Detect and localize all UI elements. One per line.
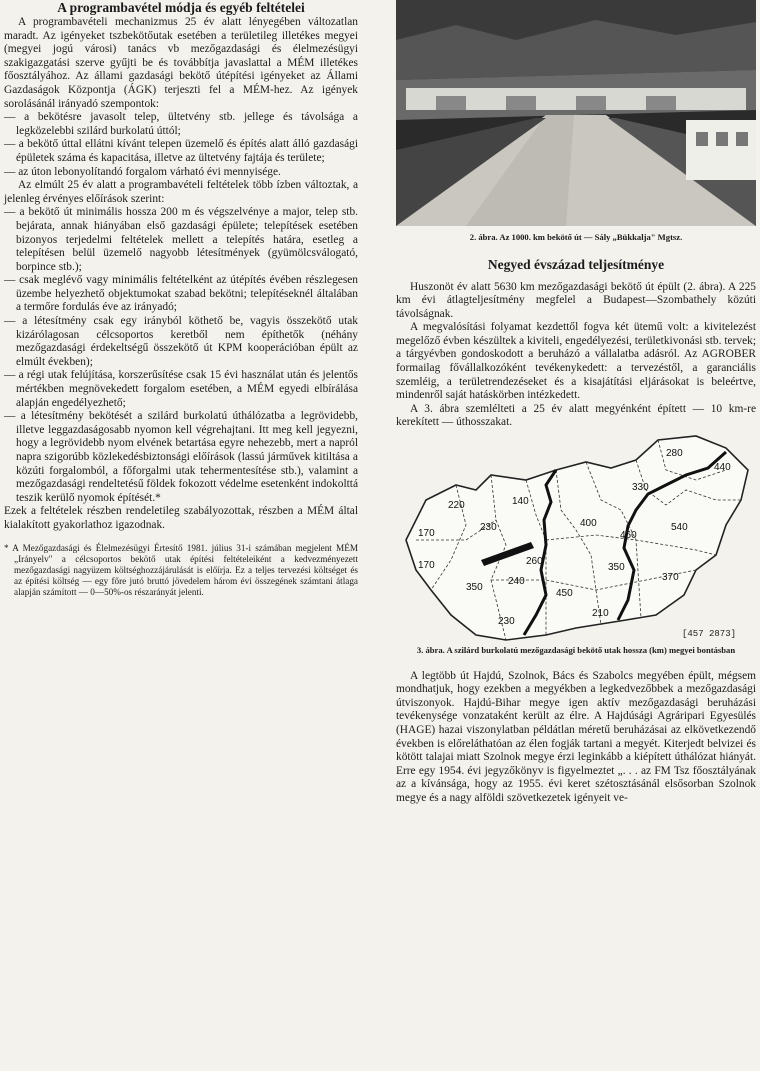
paragraph: A programbavételi mechanizmus 25 év alatt lényegében változatlan maradt. Az igényeket tszbekötőutak esetében a területileg illetékes megyei (megyei jogú városi) tanács vb mezőgazdasági és élelmezésügyi szakigazgatási szerve gyűjti be és továbbítja javaslattal a MÉM illetékes főosztályához. Az állami gazdasági bekötő útépítési igényeket az Állami Gazdaságok Központja (ÁGK) terjeszti fel a MÉM-hez. Az igények sorolásánál irányadó szempontok: bbox=[4, 16, 358, 110]
footnote: * A Mezőgazdasági és Élelmezésügyi Értesítő 1981. július 31-i számában megjelent MÉM „Irányelv" a célcsoportos bekötő utak építési feltételeiként a kedvezményezett mezőgazdasági nagyüzem költséghozzájárulását is előírja. Ez a teljes tervezési költséget és az építési költség — egy főre jutó bruttó jövedelem három évi összegének számtani átlaga alapján számított — 0—50%-os részarányát jelenti. bbox=[4, 542, 358, 597]
paragraph: Huszonöt év alatt 5630 km mezőgazdasági bekötő út épült (2. ábra). A 225 km évi átlagteljesítmény megfelel a Budapest—Szombathely közúti távolságnak. bbox=[396, 280, 756, 320]
county-label: 400 bbox=[580, 518, 597, 530]
county-label: 240 bbox=[508, 576, 525, 588]
paragraph: Ezek a feltételek részben rendeletileg szabályozottak, részben a MÉM által kialakított gyakorlathoz igazodnak. bbox=[4, 505, 358, 531]
list-item: — az úton lebonyolítandó forgalom várható évi mennyisége. bbox=[4, 165, 281, 178]
county-label: 540 bbox=[671, 522, 688, 534]
paragraph: A 3. ábra szemlélteti a 25 év alatt megyénként épített — 10 km-re kerekített — úthosszakat. bbox=[396, 402, 756, 429]
county-label: 170 bbox=[418, 560, 435, 572]
county-label: 370 bbox=[662, 572, 679, 584]
section-heading-right: Negyed évszázad teljesítménye bbox=[487, 256, 665, 272]
county-label: 230 bbox=[498, 616, 515, 628]
list-item: — a létesítmény bekötését a szilárd burkolatú úthálózatba a legrövidebb, illetve leggazdaságosabb nyomon kell végrehajtani. Itt meg kell jegyezni, hogy a legrövidebb nyom elvének betartása egyre nehezebb, mert a napról napra szigorúbb közlekedésbiztonsági előírások (lassú járművek kitiltása a közúti forgalomból, a főforgalmi utak tehermentesítése stb.), valamint a mezőgazdasági rendeltetésű földek fokozott védelme esetenként indokolttá teszik kerülő nyomok építését.* bbox=[4, 410, 358, 504]
figure-2-caption: 2. ábra. Az 1000. km bekötő út — Sály „Bükkalja" Mgtsz. bbox=[469, 232, 683, 242]
list-item: — a létesítmény csak egy irányból köthető be, vagyis összekötő utak kizárólagosan célcsoportos keretből nem építhetők (néhány mezőgazdasági érdekeltségű összekötő út KPM kooperációban épült az elmúlt években); bbox=[4, 315, 358, 368]
county-label: 230 bbox=[480, 522, 497, 534]
county-label: 350 bbox=[466, 582, 483, 594]
list-item: — a régi utak felújítása, korszerűsítése csak 15 évi használat után és jelentős mértékben megnövekedett forgalom esetében, a MÉM egyedi elbírálása alapján engedélyezhető; bbox=[4, 369, 358, 409]
country-outline bbox=[406, 436, 748, 640]
right-column bbox=[396, 0, 756, 805]
paragraph: A megvalósítási folyamat kezdettől fogva két ütemű volt: a kivitelezést megelőző évben készültek a kiviteli, engedélyezési, területkivonási stb. tervek; a tárgyévben gondoskodott a beruházó a vállalatba adásról. Az AGROBER formailag fővállalkozóként tevékenykedett: a tervezéstől, a garanciális szemléig, a területrendezéseket és a kisajátítási eljárásokat is beleértve, mindenről saját hatáskörben intézkedett. bbox=[396, 321, 756, 402]
paragraph: A legtöbb út Hajdú, Szolnok, Bács és Szabolcs megyében épült, mégsem mondhatjuk, hogy ezekben a megyékben a legkedvezőbbek a mezőgazdasági útviszonyok. Hajdú-Bihar megye igen aktív mezőgazdasági beruházási tevékenysége vonzataként került az élre. A Hajdúsági Agráripari Egyesülés (HAGE) hazai viszonylatban példátlan méretű beruházásai az elkövetkezendő években is előreláthatóan az élen fogják tartani a megyét. Kiterjedt belvizei és kötött talajai miatt Szolnok megye érzi leginkább a kiépített úthálózat hiányát. Erre egy 1954. évi jegyzőkönyv is figyelmeztet „. . . az FM Tsz főosztályának az a kívánsága, hogy az 1955. évi keret szétosztásánál elsősorban Szolnok megye és a nagy alföldi szövetkezetek igényeit ve- bbox=[396, 669, 756, 804]
county-label: 280 bbox=[666, 448, 683, 460]
list-item: — csak meglévő vagy minimális feltételként az útépítés évében részlegesen üzembe helyezhető objektumokat szabad bekötni; telepítéseknél általában a termőre fordulás éve az irányadó; bbox=[4, 274, 358, 314]
county-label: 450 bbox=[556, 588, 573, 600]
county-label: 350 bbox=[608, 562, 625, 574]
county-label: 440 bbox=[714, 462, 731, 474]
road-photo bbox=[396, 0, 756, 226]
county-map bbox=[396, 430, 756, 645]
figure-3-caption: 3. ábra. A szilárd burkolatú mezőgazdasági bekötő utak hossza (km) megyei bontásban bbox=[416, 645, 736, 656]
county-label: 210 bbox=[592, 608, 609, 620]
left-column bbox=[4, 0, 358, 598]
list-item: — a bekötő út minimális hossza 200 m és végszelvénye a major, telep stb. bejárata, annak hiányában első gazdasági épülete; telepítések esetében bizonyos terjedelmi feltételek mellett a telepítés határa, esetleg a telepítésen belül üzemelő nagyobb létesítmények (gyümölcsválogató, borpince stb.); bbox=[4, 206, 358, 273]
county-label: 460 bbox=[620, 530, 637, 542]
map-stamp: [457 2873] bbox=[682, 629, 737, 640]
county-label: 260 bbox=[526, 556, 543, 568]
county-label: 140 bbox=[512, 496, 529, 508]
list-item: — a bekötésre javasolt telep, ültetvény stb. jellege és távolsága a legközelebbi szilárd burkolatú úttól; bbox=[4, 111, 358, 137]
paragraph: Az elmúlt 25 év alatt a programbavételi feltételek több ízben változtak, a jelenleg érvényes előírások szerint: bbox=[4, 179, 358, 205]
county-label: 170 bbox=[418, 528, 435, 540]
section-heading-left: A programbavétel módja és egyéb feltételei bbox=[57, 0, 305, 15]
county-label: 220 bbox=[448, 500, 465, 512]
list-item: — a bekötő úttal ellátni kívánt telepen üzemelő és építés alatt álló gazdasági épületek száma és kapacitása, illetve az ültetvény fajtája és területe; bbox=[4, 138, 358, 164]
county-label: 330 bbox=[632, 482, 649, 494]
